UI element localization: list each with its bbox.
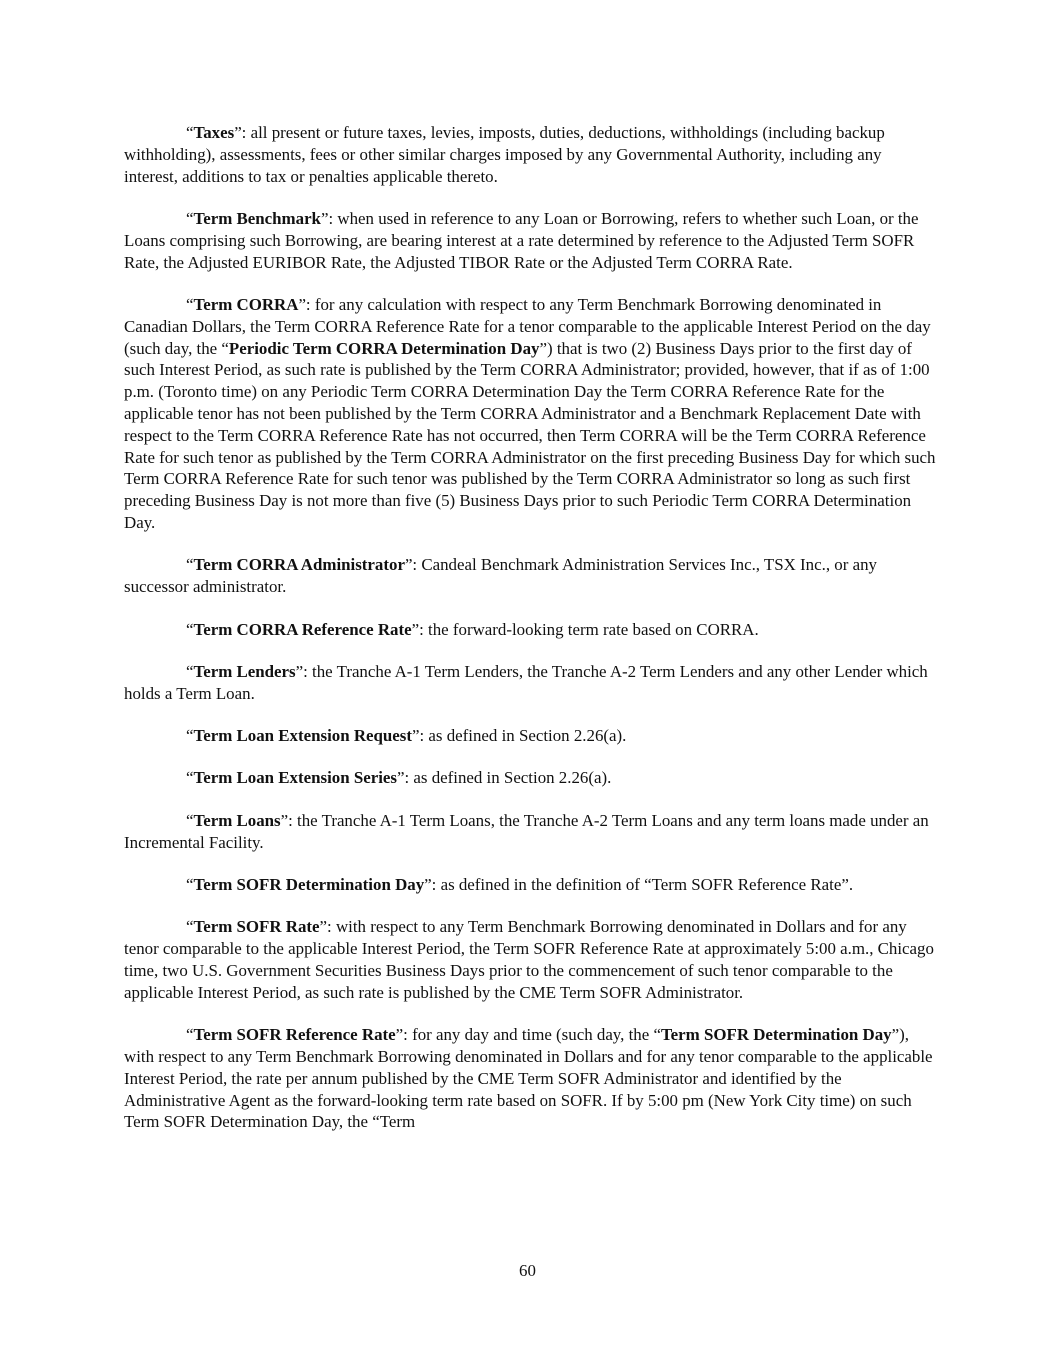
term-term-sofr-rate: Term SOFR Rate [193, 917, 320, 937]
definition-term-sofr-reference-rate: “Term SOFR Reference Rate”: for any day and time (such day, the “Term SOFR Determination Day”), with respect to any Term Benchmark Borrowing denominated in Dollars and for any tenor comparable to the applicable Interest Period, the rate per annum published by the CME Term SOFR Administrator and identified by the Administrative Agent as the forward-looking term rate based on SOFR. If by 5:00 pm (New York City time) on such Term SOFR Determination Day, the “Term [124, 1025, 933, 1132]
definition-term-corra-administrator: “Term CORRA Administrator”: Candeal Benchmark Administration Services Inc., TSX Inc., or any successor administrator. [124, 555, 877, 597]
document-body [124, 122, 936, 1133]
term-term-corra: Term CORRA [193, 294, 299, 314]
term-taxes: Taxes [193, 123, 235, 142]
term-term-sofr-determination-day-inline: Term SOFR Determination Day [660, 1025, 892, 1045]
term-term-loan-extension-series: Term Loan Extension Series [193, 768, 397, 788]
definition-taxes: “Taxes”: all present or future taxes, levies, imposts, duties, deductions, withholdings (including backup withholding), assessments, fees or other similar charges imposed by any Governmental Authority, including any interest, additions to tax or penalties applicable thereto. [124, 123, 885, 186]
definition-term-corra: “Term CORRA”: for any calculation with respect to any Term Benchmark Borrowing denominated in Canadian Dollars, the Term CORRA Reference Rate for a tenor comparable to the applicable Interest Period on the day (such day, the “Periodic Term CORRA Determination Day”) that is two (2) Business Days prior to the first day of such Interest Period, as such rate is published by the Term CORRA Administrator; provided, however, that if as of 1:00 p.m. (Toronto time) on any Periodic Term CORRA Determination Day the Term CORRA Reference Rate for the applicable tenor has not been published by the Term CORRA Administrator and a Benchmark Replacement Date with respect to the Term CORRA Reference Rate has not occurred, then Term CORRA will be the Term CORRA Reference Rate for such tenor as published by the Term CORRA Administrator on the first preceding Business Day for which such Term CORRA Reference Rate for such tenor was published by the Term CORRA Administrator so long as such first preceding Business Day is not more than five (5) Business Days prior to such Periodic Term CORRA Determination Day. [124, 294, 936, 532]
term-term-sofr-reference-rate: Term SOFR Reference Rate [193, 1025, 396, 1045]
term-periodic-term-corra-determination-day: Periodic Term CORRA Determination Day [228, 338, 540, 358]
definition-term-corra-reference-rate: “Term CORRA Reference Rate”: the forward-looking term rate based on CORRA. [186, 619, 759, 639]
term-term-benchmark: Term Benchmark [193, 208, 321, 228]
definition-term-benchmark: “Term Benchmark”: when used in reference to any Loan or Borrowing, refers to whether such Loan, or the Loans comprising such Borrowing, are bearing interest at a rate determined by reference to the Adjusted Term SOFR Rate, the Adjusted EURIBOR Rate, the Adjusted TIBOR Rate or the Adjusted Term CORRA Rate. [124, 208, 919, 272]
definition-term-sofr-rate: “Term SOFR Rate”: with respect to any Term Benchmark Borrowing denominated in Dollars and for any tenor comparable to the applicable Interest Period, the Term SOFR Reference Rate at approximately 5:00 a.m., Chicago time, two U.S. Government Securities Business Days prior to the commencement of such tenor comparable to the applicable Interest Period, as such rate is published by the CME Term SOFR Administrator. [124, 917, 934, 1002]
term-term-loan-extension-request: Term Loan Extension Request [193, 726, 413, 746]
term-term-corra-administrator: Term CORRA Administrator [193, 555, 405, 575]
definition-term-loan-extension-series: “Term Loan Extension Series”: as defined in Section 2.26(a). [186, 768, 612, 788]
term-term-corra-reference-rate: Term CORRA Reference Rate [193, 619, 412, 639]
definition-term-loans: “Term Loans”: the Tranche A-1 Term Loans, the Tranche A-2 Term Loans and any term loans made under an Incremental Facility. [124, 810, 929, 852]
page-number: 60 [519, 1261, 536, 1280]
definition-term-lenders: “Term Lenders”: the Tranche A-1 Term Lenders, the Tranche A-2 Term Lenders and any other Lender which holds a Term Loan. [124, 661, 928, 703]
definition-term-sofr-determination-day: “Term SOFR Determination Day”: as defined in the definition of “Term SOFR Reference Rate”. [186, 875, 854, 895]
term-term-sofr-determination-day: Term SOFR Determination Day [193, 875, 425, 895]
term-term-lenders: Term Lenders [193, 661, 296, 681]
term-term-loans: Term Loans [193, 810, 281, 830]
definition-term-loan-extension-request: “Term Loan Extension Request”: as defined in Section 2.26(a). [186, 726, 627, 746]
